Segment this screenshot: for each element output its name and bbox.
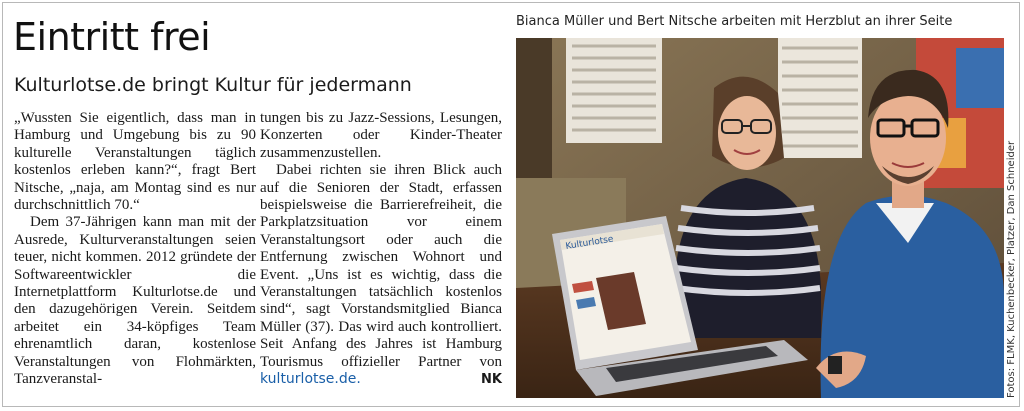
text-column-2 [260,110,502,389]
paragraph-4-text: Dabei richten sie ihren Blick auch auf die Senioren der Stadt, erfassen beispielsweise die Barrierefreiheit, die Parkplatzsituation vor einem Veranstaltungsort oder auch die Entfernung zwischen Wohnort und Event. „Uns ist es wichtig, dass die Veranstaltungen tatsächlich kostenlos sind“, sagt Vorstandsmitglied Bianca Müller (37). Das wird auch kontrolliert. Seit Anfang des Jahres ist Hamburg Tourismus offizieller Partner von [260,162,502,370]
subheadline: Kulturlotse.de bringt Kultur für jedermann [14,74,412,96]
headline: Eintritt frei [13,15,211,59]
paragraph-4 [260,162,502,388]
article-photo [516,38,1004,398]
author-signature: NK [481,372,502,388]
paragraph-2: Dem 37-Jährigen kann man mit der Ausrede, Kulturveranstaltungen seien teuer, nicht kommen. 2012 gründete der Softwareentwickler die Internetplattform Kulturlotse.de und den dazugehörigen Verein. Seitdem arbeitet ein 34-köpfiges Team ehrenamtlich daran, kostenlose Veranstaltungen von Flohmärkten, Tanzveranstal- [14,214,256,388]
radiator-right [778,38,862,158]
kulturlotse-link[interactable]: kulturlotse.de. [260,371,361,388]
photo-caption: Bianca Müller und Bert Nitsche arbeiten mit Herzblut an ihrer Seite [516,14,953,29]
screen-logo: Kulturlotse [564,234,615,252]
paragraph-3: tungen bis zu Jazz-Sessions, Lesungen, Konzerten oder Kinder-Theater zusammenzustellen. [260,110,502,161]
radiator-left [566,38,662,143]
photo-illustration [516,38,1004,398]
photo-credit: Fotos: FLMK, Kuchenbecker, Platzer, Dan Schneider [1006,140,1017,398]
paragraph-1: „Wussten Sie eigentlich, dass man in Hamburg und Umgebung bis zu 90 kulturelle Veranstaltungen täglich kostenlos erleben kann?“, fragt Bert Nitsche, „naja, am Montag sind es nur durchschnittlich 70.“ [14,110,256,214]
text-column-1 [14,110,256,389]
